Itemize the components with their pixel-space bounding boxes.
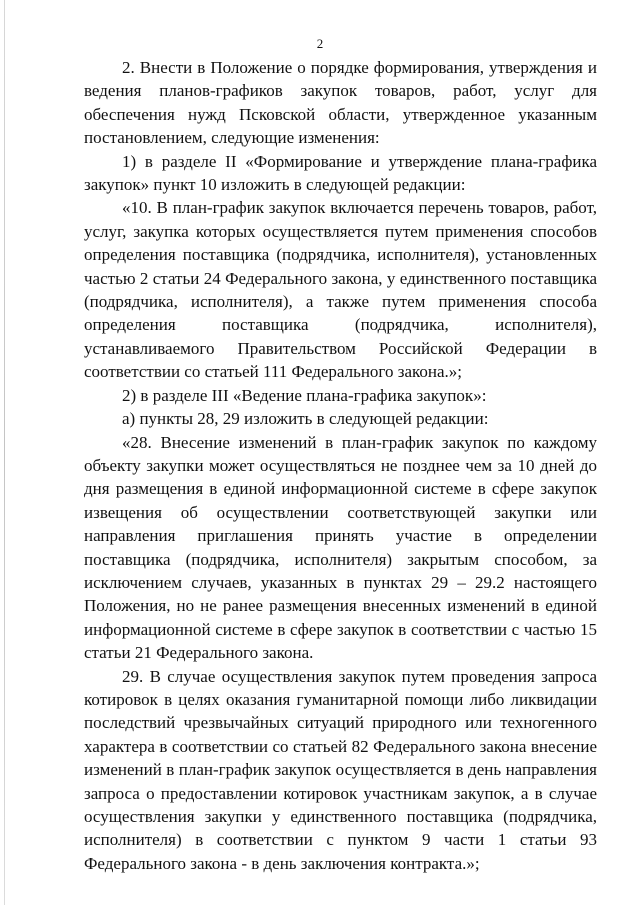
paragraph-amendment-intro: 2. Внести в Положение о порядке формирования, утверждения и ведения планов-графиков закупок товаров, работ, услуг для обеспечения нужд Псковской области, утвержденное указанным постановлением, следующие изменения: bbox=[84, 58, 597, 148]
paragraph-item-29: 29. В случае осуществления закупок путем проведения запроса котировок в целях оказания гуманитарной помощи либо ликвидации последствий чрезвычайных ситуаций природного или техногенного характера в соответствии со статьей 82 Федерального закона внесение изменений в план-график закупок осуществляется в день направления запроса о предоставлении котировок участникам закупок, а в случае осуществления закупки у единственного поставщика (подрядчика, исполнителя) в соответствии с пунктом 9 части 1 статьи 93 Федерального закона - в день заключения контракта.»; bbox=[84, 666, 597, 873]
document-body bbox=[84, 56, 597, 875]
page-number: 2 bbox=[316, 36, 324, 51]
paragraph-section-2-change: 1) в разделе II «Формирование и утверждение плана-графика закупок» пункт 10 изложить в следующей редакции: bbox=[84, 151, 597, 195]
paragraph-section-3-change: 2) в разделе III «Ведение плана-графика закупок»: bbox=[122, 385, 487, 405]
paragraph-item-10: «10. В план-график закупок включается перечень товаров, работ, услуг, закупка которых осуществляется путем применения способов определения поставщика (подрядчика, исполнителя), установленных частью 2 статьи 24 Федерального закона, у единственного поставщика (подрядчика, исполнителя), а также путем применения способа определения поставщика (подрядчика, исполнителя), устанавливаемого Правительством Российской Федерации в соответствии со статьей 111 Федерального закона.»; bbox=[84, 198, 597, 382]
paragraph-item-28: «28. Внесение изменений в план-график закупок по каждому объекту закупки может осуществляться не позднее чем за 10 дней до дня размещения в единой информационной системе в сфере закупок извещения об осуществлении соответствующей закупки или направления приглашения принять участие в определении поставщика (подрядчика, исполнителя) закрытым способом, за исключением случаев, указанных в пунктах 29 – 29.2 настоящего Положения, но не ранее размещения внесенных изменений в единой информационной системе в сфере закупок в соответствии с частью 15 статьи 21 Федерального закона. bbox=[84, 432, 597, 663]
paragraph-items-28-29: а) пункты 28, 29 изложить в следующей редакции: bbox=[122, 409, 489, 429]
page-edge bbox=[4, 0, 5, 905]
